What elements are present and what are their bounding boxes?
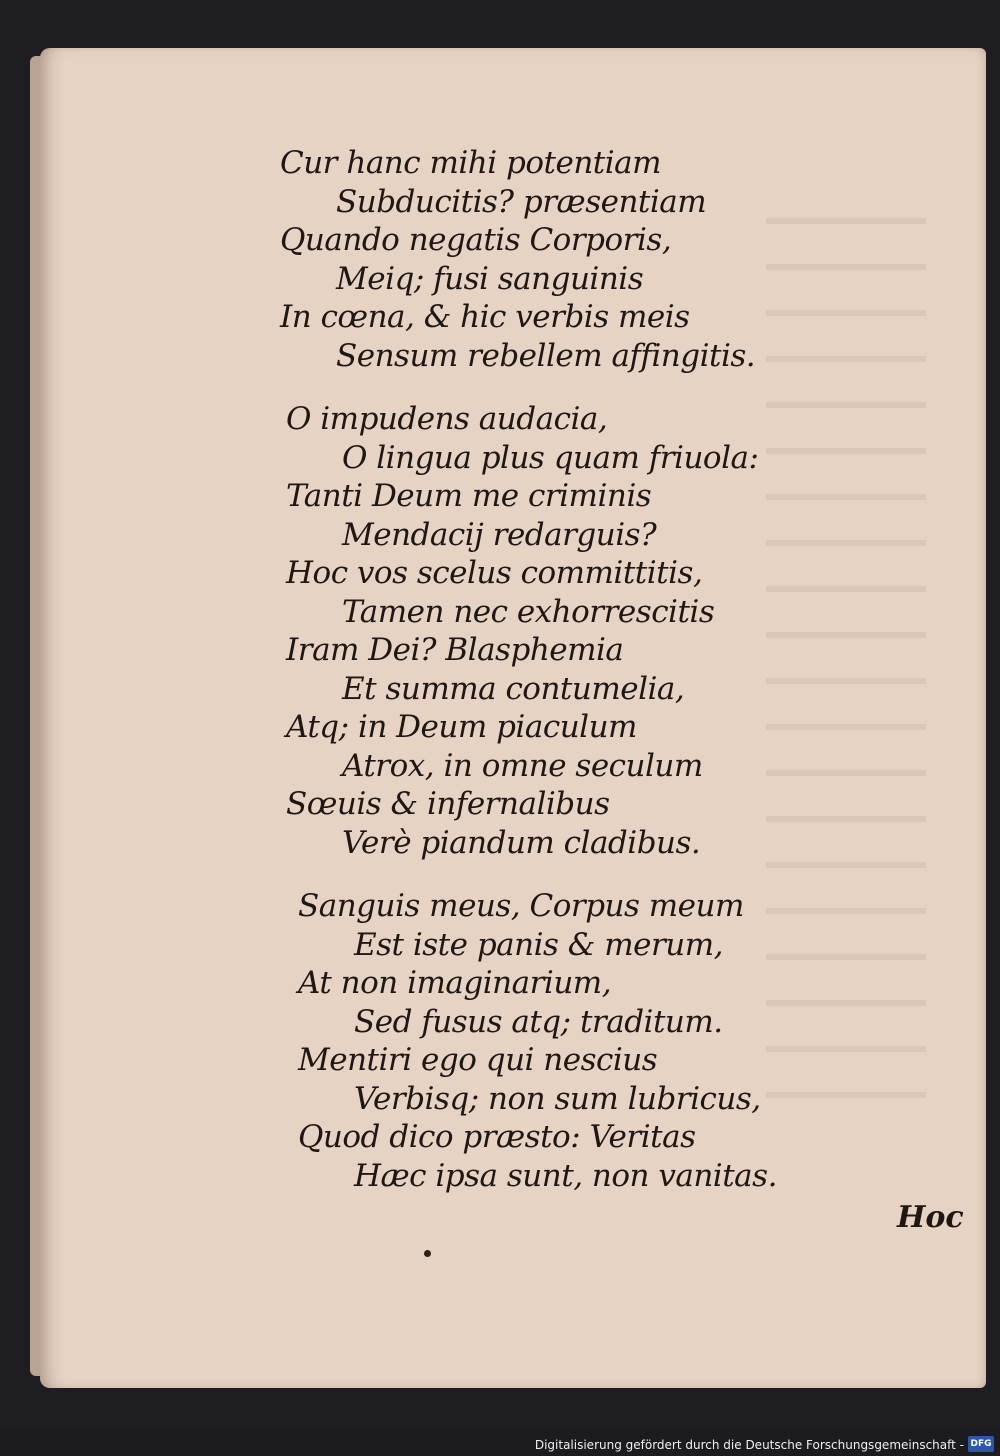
verse-line: O lingua plus quam friuola:: [342, 439, 759, 476]
verse-line: Quod dico præsto: Veritas: [298, 1119, 696, 1155]
verse-line: Meiq; fusi sanguinis: [336, 260, 644, 297]
verse-line: Mendacij redarguis?: [342, 516, 657, 553]
verse-line: Est iste panis & merum,: [354, 926, 724, 963]
verse-line: Sensum rebellem affingitis.: [336, 337, 756, 374]
verse-line: Atq; in Deum piaculum: [286, 709, 637, 745]
verse-line: Atrox, in omne seculum: [342, 747, 703, 784]
verse-line: Verè piandum cladibus.: [342, 824, 701, 861]
ink-dot: [424, 1250, 431, 1257]
verse-line: Cur hanc mihi potentiam: [280, 145, 662, 181]
verse-line: Tamen nec exhorrescitis: [342, 593, 715, 630]
verse-line: Iram Dei? Blasphemia: [286, 632, 624, 668]
catchword: Hoc: [897, 1200, 964, 1235]
verse-line: Verbisq; non sum lubricus,: [354, 1080, 761, 1117]
verse-line: At non imaginarium,: [298, 965, 612, 1001]
poem-stanza-3: [298, 887, 777, 1195]
verse-line: Sanguis meus, Corpus meum: [298, 888, 744, 924]
funding-notice: Digitalisierung gefördert durch die Deutsche Forschungsgemeinschaft -: [534, 1438, 964, 1452]
verse-line: Sed fusus atq; traditum.: [354, 1003, 723, 1040]
poem-stanza-1: [280, 144, 755, 375]
show-through-text: [766, 198, 926, 1098]
verse-line: Hæc ipsa sunt, non vanitas.: [354, 1157, 777, 1194]
verse-line: Hoc vos scelus committitis,: [286, 555, 703, 591]
verse-line: Quando negatis Corporis,: [280, 222, 672, 258]
verse-line: O impudens audacia,: [286, 401, 608, 437]
verse-line: Et summa contumelia,: [342, 670, 685, 707]
verse-line: Mentiri ego qui nescius: [298, 1042, 658, 1078]
verse-line: Sœuis & infernalibus: [286, 786, 610, 822]
verse-line: In cœna, & hic verbis meis: [280, 299, 690, 335]
digitization-footer: [0, 1430, 1000, 1456]
verse-line: Subducitis? præsentiam: [336, 183, 707, 220]
dfg-logo-icon: DFG: [968, 1436, 994, 1452]
verse-line: Tanti Deum me criminis: [286, 478, 652, 514]
poem-stanza-2: [286, 400, 758, 862]
